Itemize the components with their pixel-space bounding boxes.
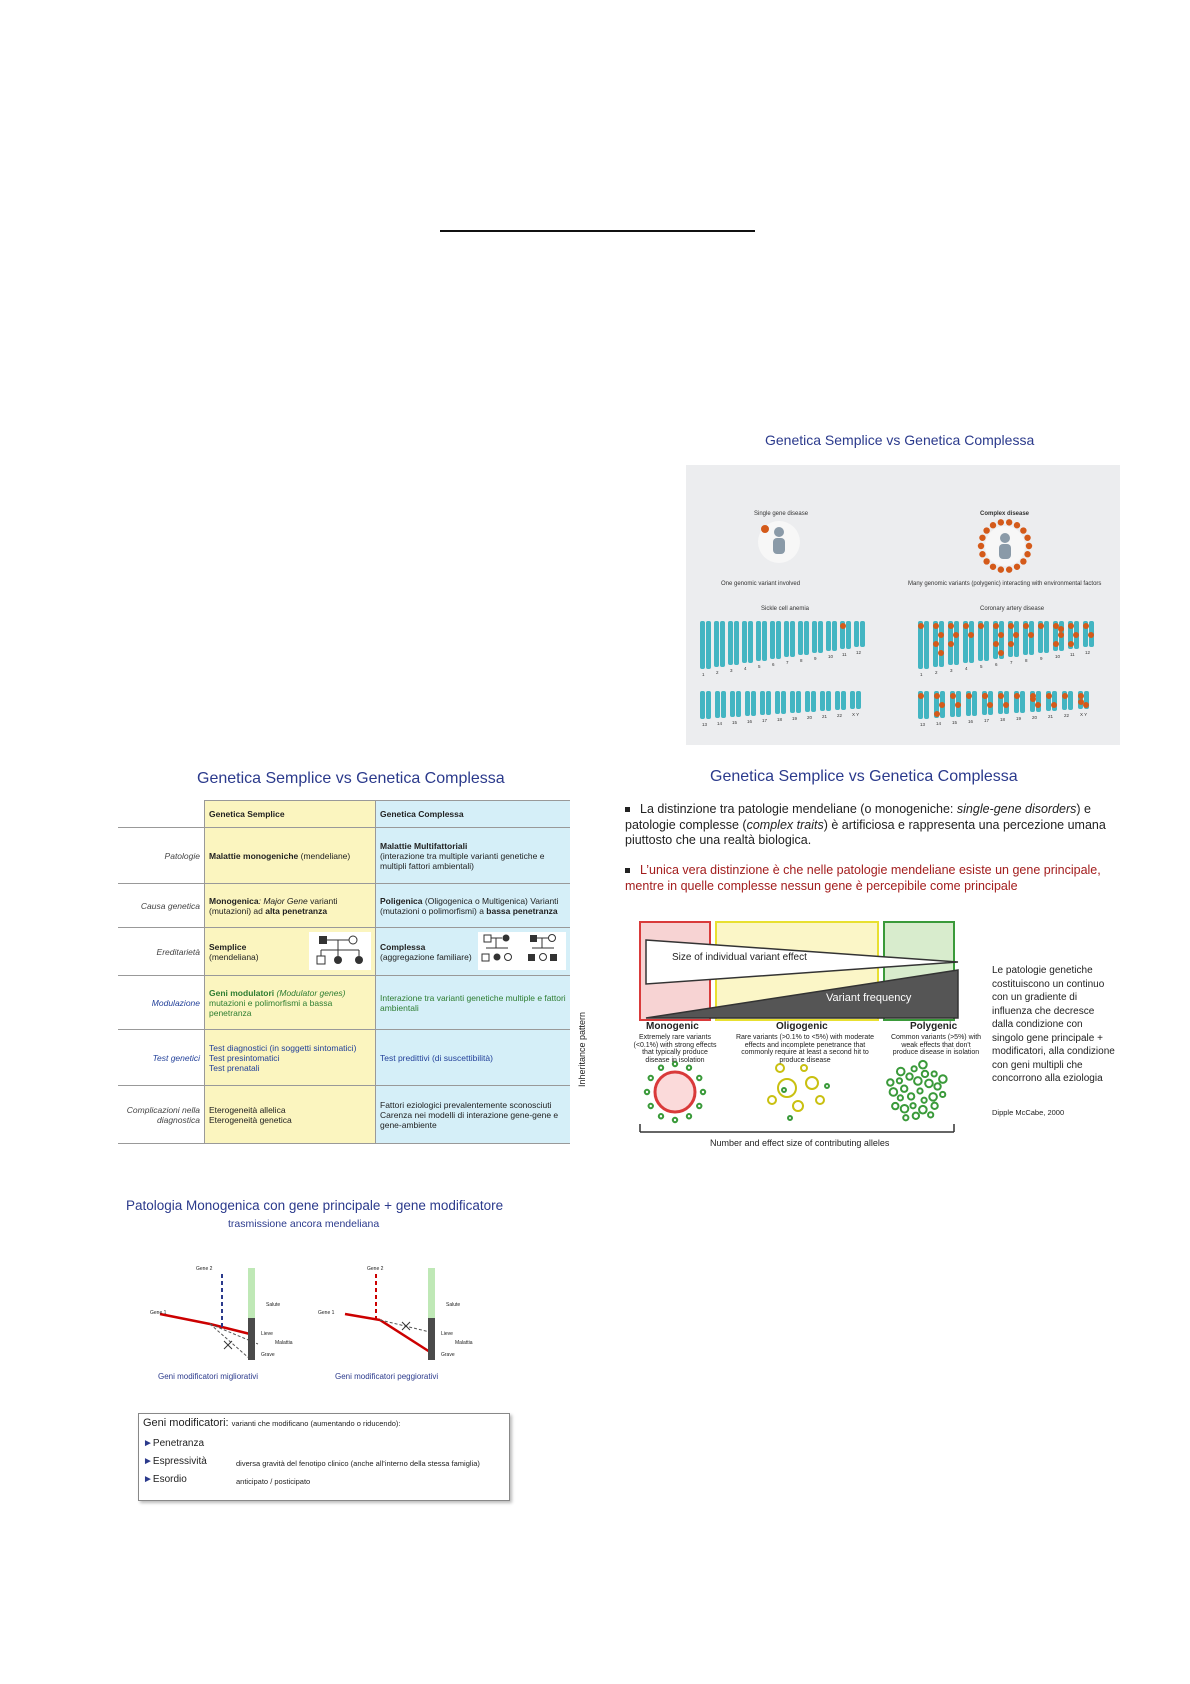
allele-circle	[910, 1103, 915, 1108]
variant-dot	[938, 650, 944, 656]
variant-dot	[1058, 626, 1064, 632]
triangle-icon: ►	[143, 1456, 153, 1467]
chromosome	[728, 621, 733, 665]
variant-dot	[968, 632, 974, 638]
table-row: Modulazione Geni modulatori (Modulator genes) mutazioni e polimorfismi a bassa penetranza Interazione tra varianti genetiche multiple e fattori ambientali	[118, 976, 570, 1030]
chromosome	[1029, 621, 1034, 655]
variant-dot	[998, 566, 1004, 572]
chromosome	[770, 621, 775, 659]
chromosome	[766, 691, 771, 715]
allele-circle	[934, 1083, 940, 1089]
allele-circle	[659, 1114, 663, 1118]
chromosome-label: 10	[828, 654, 834, 659]
chromosome	[798, 621, 803, 655]
allele-circle	[914, 1077, 922, 1085]
variant-dot	[1008, 641, 1014, 647]
modifier-genes-box	[138, 1413, 510, 1501]
variant-dot	[1068, 623, 1074, 629]
chromosome-label: 3	[950, 668, 953, 673]
chromosome-label: 15	[732, 720, 738, 725]
chromosome-label: 1	[702, 672, 705, 677]
slide3-title: Genetica Semplice vs Genetica Complessa	[710, 768, 1018, 785]
chromosome	[790, 621, 795, 657]
variant-dot	[1008, 623, 1014, 629]
variant-dot	[983, 527, 989, 533]
chromosome	[818, 621, 823, 653]
allele-circle	[919, 1061, 927, 1069]
row-label: Test genetici	[118, 1030, 205, 1086]
chromosome	[700, 621, 705, 669]
variant-dot	[1023, 623, 1029, 629]
variant-dot	[983, 558, 989, 564]
chromosome	[1020, 691, 1025, 713]
variant-dot	[1014, 522, 1020, 528]
gene1-label-right: Gene 1	[318, 1310, 335, 1316]
pedigree-simple-icon	[309, 932, 371, 970]
chromosome	[781, 691, 786, 714]
table-row: Complicazioni nella diagnostica Eterogeneità allelica Eterogeneità genetica Fattori eziologici prevalentemente sconosciuti Carenza nei modelli di interazione gene-gene e gene-ambiente	[118, 1086, 570, 1144]
chromosome	[706, 621, 711, 669]
chromosome	[954, 621, 959, 665]
chromosome	[751, 691, 756, 716]
karyotype-chart	[696, 615, 1110, 737]
variant-dot	[1014, 693, 1020, 699]
allele-circle	[649, 1076, 653, 1080]
allele-circle	[939, 1075, 947, 1083]
chromosome	[784, 621, 789, 657]
chromosome	[811, 691, 816, 712]
monogenic-desc: Extremely rare variants (<0.1%) with strong effects that typically produce disease in isolation	[633, 1034, 717, 1064]
chromosome	[1036, 691, 1041, 712]
chromosome-label: 14	[936, 721, 942, 726]
variant-dot	[1006, 566, 1012, 572]
variant-dot	[1013, 632, 1019, 638]
allele-circle	[782, 1088, 786, 1092]
variant-dot	[1035, 702, 1041, 708]
allele-circle	[645, 1090, 649, 1094]
chromosome-label: 3	[730, 668, 733, 673]
chromosome-label: 9	[1040, 656, 1043, 661]
variant-dot	[953, 632, 959, 638]
table-row: Ereditarietà Semplice (mendeliana) Complessa (aggregazione familiare)	[118, 928, 570, 976]
scale-top-right: Salute	[446, 1302, 461, 1308]
col-header-simple: Genetica Semplice	[205, 801, 376, 828]
gene1-label-left: Gene 1	[150, 1310, 167, 1316]
allele-circle	[922, 1071, 928, 1077]
allele-circle	[806, 1077, 818, 1089]
bullet-marker	[625, 807, 630, 812]
chromosome	[856, 691, 861, 709]
chromosome	[841, 691, 846, 710]
side-description: Le patologie genetiche costituiscono un continuo con un gradiente di influenza che decresce dalla condizione con singolo gene principale + modificatori, alla condizione con geni multipli che concorrono alla eziologia	[992, 965, 1115, 1084]
single-gene-person-icon	[756, 519, 802, 565]
chromosome	[854, 621, 859, 647]
variant-dot	[1053, 641, 1059, 647]
modifier-genes-diagram	[140, 1264, 540, 1374]
allele-circle	[928, 1112, 933, 1117]
variant-dot	[966, 693, 972, 699]
chromosome	[924, 621, 929, 669]
allele-circle	[917, 1088, 922, 1093]
allele-circle	[913, 1113, 919, 1119]
bullet-2: L’unica vera distinzione è che nelle patologie mendeliane esiste un gene principale, mentre in quelle complesse nessun gene è percepibile come principale	[625, 863, 1101, 893]
chromosome-label: 22	[1064, 713, 1070, 718]
variant-dot	[1083, 623, 1089, 629]
chromosome	[706, 691, 711, 719]
inheritance-pattern-label: Inheritance pattern	[577, 1011, 587, 1087]
slide2-title: Genetica Semplice vs Genetica Complessa	[197, 770, 505, 787]
chromosome-label: 20	[807, 715, 813, 720]
polygenic-desc: Common variants (>5%) with weak effects that don't produce disease in isolation	[890, 1034, 982, 1056]
chromosome	[721, 691, 726, 718]
allele-circle	[697, 1076, 701, 1080]
chromosome	[790, 691, 795, 713]
variant-dot	[934, 693, 940, 699]
allele-circle	[649, 1104, 653, 1108]
chromosome-label: 18	[1000, 717, 1006, 722]
chromosome-label: 1	[920, 672, 923, 677]
variant-dot	[978, 623, 984, 629]
list-item: ►Esordio	[143, 1474, 187, 1485]
variant-dot	[982, 693, 988, 699]
complex-example-label: Coronary artery disease	[980, 606, 1045, 612]
chromosome-label: 19	[792, 716, 798, 721]
chromosome	[846, 621, 851, 649]
allele-circle	[892, 1103, 898, 1109]
allele-circle	[929, 1093, 937, 1101]
allele-circle	[903, 1115, 908, 1120]
bullet-1: La distinzione tra patologie mendeliane (o monogeniche: single-gene disorders) e patologie complesse (complex traits) è artificiosa e rappresenta una percezione umana piuttosto che una realtà biologica.	[625, 802, 1106, 847]
allele-circle	[931, 1103, 937, 1109]
scale-lieve-left: Lieve	[261, 1331, 273, 1337]
chromosome	[835, 691, 840, 710]
single-gene-caption: One genomic variant involved	[721, 581, 801, 587]
chromosome	[700, 691, 705, 719]
variant-dot	[1088, 632, 1094, 638]
chromosome	[776, 621, 781, 659]
allele-circle	[932, 1071, 937, 1076]
chromosome-label: 22	[837, 713, 843, 718]
chromosome	[812, 621, 817, 653]
chromosome-label: 7	[786, 660, 789, 665]
gene2-label-right: Gene 2	[367, 1266, 384, 1272]
variant-dot	[938, 632, 944, 638]
allele-circle	[901, 1086, 907, 1092]
x-axis-label: Number and effect size of contributing alleles	[710, 1138, 890, 1148]
allele-circle	[919, 1106, 927, 1114]
chromosome-label: 17	[984, 718, 990, 723]
chromosome	[820, 691, 825, 711]
chromosome	[832, 621, 837, 651]
chromosome	[804, 621, 809, 655]
complex-disease-label: Complex disease	[980, 511, 1030, 517]
chromosome-label: 2	[716, 670, 719, 675]
chromosome	[775, 691, 780, 714]
document-title-underline	[440, 230, 755, 232]
slide4-subtitle: trasmissione ancora mendeliana	[228, 1218, 380, 1230]
variant-dot	[998, 519, 1004, 525]
citation: Dipple McCabe, 2000	[992, 1108, 1065, 1117]
table-row: Causa genetica Monogenica: Major Gene varianti (mutazioni) ad alta penetranza Poligenica (Oligogenica o Multigenica) Varianti (mutazioni o polimorfismi) a bassa penetranza	[118, 884, 570, 928]
chromosome	[714, 621, 719, 667]
chromosome	[760, 691, 765, 715]
chromosome-label: 16	[747, 719, 753, 724]
allele-circle	[897, 1078, 902, 1083]
comparison-table	[118, 800, 570, 1144]
allele-circle	[687, 1066, 691, 1070]
list-item: ►Penetranza	[143, 1438, 205, 1449]
variant-dot	[979, 535, 985, 541]
chromosome-label: 21	[1048, 714, 1054, 719]
allele-circle	[793, 1101, 803, 1111]
scale-lieve-right: Lieve	[441, 1331, 453, 1337]
variant-dot	[979, 551, 985, 557]
triangle-icon: ►	[143, 1474, 153, 1485]
allele-circle	[897, 1068, 905, 1076]
variant-dot	[948, 641, 954, 647]
chromosome	[796, 691, 801, 713]
variant-frequency-label: Variant frequency	[826, 992, 912, 1004]
row-label: Complicazioni nella diagnostica	[118, 1086, 205, 1144]
variant-dot	[1028, 632, 1034, 638]
chromosome-label: 18	[777, 717, 783, 722]
chromosome-label: 12	[1085, 650, 1091, 655]
variant-dot	[1053, 623, 1059, 629]
variant-dot	[1003, 702, 1009, 708]
variant-dot	[840, 623, 846, 629]
chromosome	[850, 691, 855, 709]
slide1-title: Genetica Semplice vs Genetica Complessa	[765, 432, 1035, 448]
chromosome-label: X Y	[852, 712, 860, 717]
variant-dot	[918, 623, 924, 629]
slide1-figure	[686, 465, 1120, 745]
allele-circle	[697, 1104, 701, 1108]
allele-circle	[701, 1090, 705, 1094]
chromosome-label: 7	[1010, 660, 1013, 665]
row-label: Modulazione	[118, 976, 205, 1030]
box-title-note: varianti che modificano (aumentando o riducendo):	[231, 1419, 401, 1428]
allele-circle	[912, 1066, 917, 1071]
chromosome-label: 6	[772, 662, 775, 667]
chromosome	[972, 691, 977, 716]
row-label: Patologie	[118, 828, 205, 884]
chromosome-label: 11	[1070, 652, 1075, 657]
right-caption: Geni modificatori peggiorativi	[335, 1372, 439, 1381]
chromosome	[826, 621, 831, 651]
allele-circle	[816, 1096, 824, 1104]
chromosome	[756, 621, 761, 661]
variant-dot	[990, 564, 996, 570]
variant-dot	[934, 711, 940, 717]
chromosome	[742, 621, 747, 663]
scale-malattia-right: Malattia	[455, 1340, 473, 1346]
chromosome	[860, 621, 865, 647]
row-label: Ereditarietà	[118, 928, 205, 976]
effect-size-label: Size of individual variant effect	[672, 952, 807, 963]
variant-dot	[963, 623, 969, 629]
chromosome-label: 20	[1032, 715, 1038, 720]
chromosome	[715, 691, 720, 718]
allele-circle	[659, 1066, 663, 1070]
variant-dot	[948, 623, 954, 629]
scale-top-left: Salute	[266, 1302, 281, 1308]
list-item: ►Espressività	[143, 1456, 207, 1467]
chromosome-label: 5	[980, 664, 983, 669]
col-header-complex: Genetica Complessa	[376, 801, 571, 828]
chromosome-label: 12	[856, 650, 862, 655]
chromosome-label: 10	[1055, 654, 1061, 659]
variant-dot	[998, 693, 1004, 699]
chromosome-label: 2	[935, 670, 938, 675]
single-example-label: Sickle cell anemia	[761, 606, 810, 612]
complex-disease-person-icon	[976, 517, 1034, 575]
chromosome	[826, 691, 831, 711]
chromosome-label: 8	[800, 658, 803, 663]
allele-circle	[940, 1092, 945, 1097]
chromosome-label: 13	[702, 722, 708, 727]
monogenic-label: Monogenic	[646, 1021, 699, 1032]
allele-circle	[801, 1065, 807, 1071]
variant-dot	[955, 702, 961, 708]
polygenic-label: Polygenic	[910, 1021, 958, 1032]
box-title: Geni modificatori:	[143, 1417, 229, 1429]
oligogenic-label: Oligogenic	[776, 1021, 828, 1032]
slide4-title: Patologia Monogenica con gene principale + gene modificatore	[126, 1198, 504, 1213]
chromosome	[1014, 621, 1019, 657]
variant-dot	[1030, 696, 1036, 702]
allele-circle	[908, 1093, 914, 1099]
chromosome-label: 4	[744, 666, 747, 671]
allele-circle	[925, 1080, 933, 1088]
left-caption: Geni modificatori migliorativi	[158, 1372, 259, 1381]
variant-dot	[1024, 551, 1030, 557]
chromosome	[720, 621, 725, 667]
allele-circle	[890, 1088, 898, 1096]
allele-circle	[768, 1096, 776, 1104]
variant-dot	[1073, 632, 1079, 638]
variant-dot	[1006, 519, 1012, 525]
variant-dot	[933, 623, 939, 629]
variant-dot	[1058, 632, 1064, 638]
variant-dot	[933, 641, 939, 647]
single-gene-label: Single gene disease	[754, 511, 809, 517]
scale-grave-right: Grave	[441, 1352, 455, 1358]
chromosome-label: 5	[758, 664, 761, 669]
variant-dot	[1026, 543, 1032, 549]
bullet-marker	[625, 868, 630, 873]
variant-dot	[978, 543, 984, 549]
allele-circle	[887, 1079, 893, 1085]
chromosome-label: 8	[1025, 658, 1028, 663]
pedigree-complex-icon	[478, 932, 566, 970]
allele-circle	[778, 1079, 796, 1097]
list-item-note: diversa gravità del fenotipo clinico (anche all’interno della stessa famiglia)	[236, 1459, 480, 1468]
allele-circle	[673, 1118, 677, 1122]
chromosome-label: X Y	[1080, 712, 1088, 717]
chromosome-label: 9	[814, 656, 817, 661]
scale-grave-left: Grave	[261, 1352, 275, 1358]
chromosome	[762, 621, 767, 661]
variant-dot	[950, 693, 956, 699]
chromosome	[924, 691, 929, 719]
chromosome	[1052, 691, 1057, 711]
variant-dot	[1078, 693, 1084, 699]
triangle-icon: ►	[143, 1438, 153, 1449]
variant-dot	[918, 693, 924, 699]
chromosome-label: 17	[762, 718, 768, 723]
allele-circle	[825, 1084, 829, 1088]
variant-dot	[1020, 527, 1026, 533]
chromosome	[984, 621, 989, 661]
chromosome-label: 21	[822, 714, 828, 719]
variant-dot	[993, 641, 999, 647]
variant-dot	[1051, 702, 1057, 708]
chromosome	[734, 621, 739, 665]
chromosome	[748, 621, 753, 663]
allele-circle	[687, 1114, 691, 1118]
table-row: Test genetici Test diagnostici (in soggetti sintomatici) Test presintomatici Test prenatali Test predittivi (di suscettibilità)	[118, 1030, 570, 1086]
variant-dot	[1062, 693, 1068, 699]
row-label: Causa genetica	[118, 884, 205, 928]
variant-dot	[1046, 693, 1052, 699]
chromosome	[736, 691, 741, 717]
variant-dot	[1078, 699, 1084, 705]
allele-circle	[788, 1116, 792, 1120]
allele-circle	[901, 1105, 909, 1113]
chromosome-label: 13	[920, 722, 926, 727]
scale-malattia-left: Malattia	[275, 1340, 293, 1346]
chromosome	[805, 691, 810, 712]
variant-dot	[993, 623, 999, 629]
variant-dot	[1014, 564, 1020, 570]
variant-dot	[1020, 558, 1026, 564]
chromosome-label: 15	[952, 720, 958, 725]
chromosome-label: 14	[717, 721, 723, 726]
list-item-note: anticipato / posticipato	[236, 1477, 311, 1486]
variant-dot	[987, 702, 993, 708]
variant-dot	[1068, 641, 1074, 647]
allele-circle	[898, 1095, 903, 1100]
chromosome-label: 11	[842, 652, 847, 657]
chromosome	[745, 691, 750, 716]
chromosome	[730, 691, 735, 717]
allele-circle	[776, 1064, 784, 1072]
variant-dot	[998, 632, 1004, 638]
chromosome-label: 6	[995, 662, 998, 667]
oligogenic-desc: Rare variants (>0.1% to <5%) with moderate effects and incomplete penetrance that commonly require at least a second hit to produce disease	[735, 1034, 875, 1064]
variant-dot	[990, 522, 996, 528]
chromosome-label: 19	[1016, 716, 1022, 721]
chromosome-label: 4	[965, 666, 968, 671]
complex-caption: Many genomic variants (polygenic) interacting with environmental factors	[908, 581, 1102, 587]
chromosome-label: 16	[968, 719, 974, 724]
variant-dot	[939, 702, 945, 708]
chromosome	[1044, 621, 1049, 653]
chromosome	[939, 621, 944, 667]
variant-dot	[1083, 702, 1089, 708]
chromosome	[969, 621, 974, 663]
variant-dot	[1038, 623, 1044, 629]
allele-circle	[906, 1073, 912, 1079]
variant-dot	[1024, 535, 1030, 541]
table-row: Patologie Malattie monogeniche (mendeliane) Malattie Multifattoriali (interazione tra multiple varianti genetiche e multipli fattori ambientali)	[118, 828, 570, 884]
variant-dot	[998, 650, 1004, 656]
chromosome	[1068, 691, 1073, 710]
gene2-label-left: Gene 2	[196, 1266, 213, 1272]
allele-circle	[921, 1098, 926, 1103]
